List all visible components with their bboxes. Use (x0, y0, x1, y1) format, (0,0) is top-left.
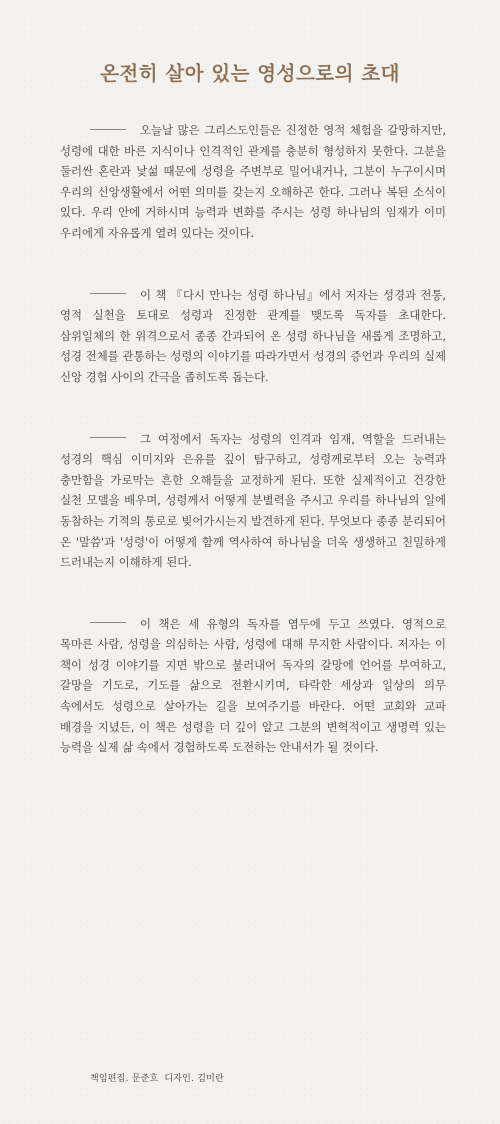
paragraph-2 (60, 285, 446, 388)
designer-credit: 디자인. 김미란 (164, 1074, 224, 1084)
paragraph-4 (60, 614, 446, 758)
paragraph-text: 오늘날 많은 그리스도인들은 진정한 영적 체험을 갈망하지만, 성령에 대한 바른 지식이나 인격적인 관계를 충분히 형성하지 못한다. 그분을 둘러싼 혼란과 낯섦 때문에 성령을 주변부로 밀어내거나, 그분이 누구이시며 우리의 신앙생활에서 어떤 의미를 갖는지 오해하곤 한다. 그러나 복된 소식이 있다. 우리 안에 거하시며 능력과 변화를 주시는 성령 하나님의 임재가 이미 우리에게 자유롭게 열려 있다는 것이다. (60, 123, 446, 240)
paragraph-3 (60, 429, 446, 573)
em-dash-decoration (90, 622, 126, 623)
credits (90, 1071, 230, 1084)
em-dash-decoration (90, 129, 126, 130)
em-dash-decoration (90, 293, 126, 294)
paragraph-text: 이 책 『다시 만나는 성령 하나님』에서 저자는 성경과 전통, 영적 실천을 토대로 성령과 진정한 관계를 맺도록 독자를 초대한다. 삼위일체의 한 위격으로서 종종 간과되어 온 성령 하나님을 새롭게 조명하고, 성경 전체를 관통하는 성령의 이야기를 따라가면서 성경의 증언과 우리의 실제 신앙 경험 사이의 간극을 좁히도록 돕는다. (60, 287, 446, 384)
paragraph-text: 이 책은 세 유형의 독자를 염두에 두고 쓰였다. 영적으로 목마른 사람, 성령을 의심하는 사람, 성령에 대해 무지한 사람이다. 저자는 이 책이 성경 이야기를 지면 밖으로 불러내어 독자의 갈망에 언어를 부여하고, 갈망을 기도로, 기도를 삶으로 전환시키며, 타락한 세상과 일상의 의무 속에서도 성령으로 살아가는 길을 보여주기를 바란다. 어떤 교회와 교파 배경을 지녔든, 이 책은 성령을 더 깊이 알고 그분의 변혁적이고 생명력 있는 능력을 실제 삶 속에서 경험하도록 도전하는 안내서가 될 것이다. (60, 616, 446, 755)
editor-credit: 책임편집. 문준호 (90, 1074, 159, 1084)
em-dash-decoration (90, 437, 126, 438)
page-title: 온전히 살아 있는 영성으로의 초대 (100, 62, 400, 85)
paragraph-1 (60, 120, 446, 244)
body-text (60, 120, 446, 799)
paragraph-text: 그 여정에서 독자는 성령의 인격과 임재, 역할을 드러내는 성경의 핵심 이미지와 은유를 깊이 탐구하고, 성령께로부터 오는 능력과 충만함을 가로막는 흔한 오해들을 교정하게 된다. 또한 실제적이고 건강한 실천 모델을 배우며, 성령께서 어떻게 분별력을 주시고 우리를 하나님의 일에 동참하는 기적의 통로로 빚어가시는지 발견하게 된다. 무엇보다 종종 분리되어 온 '말씀'과 '성령'이 어떻게 함께 역사하여 하나님을 더욱 생생하고 친밀하게 드러내는지 이해하게 된다. (60, 431, 446, 570)
